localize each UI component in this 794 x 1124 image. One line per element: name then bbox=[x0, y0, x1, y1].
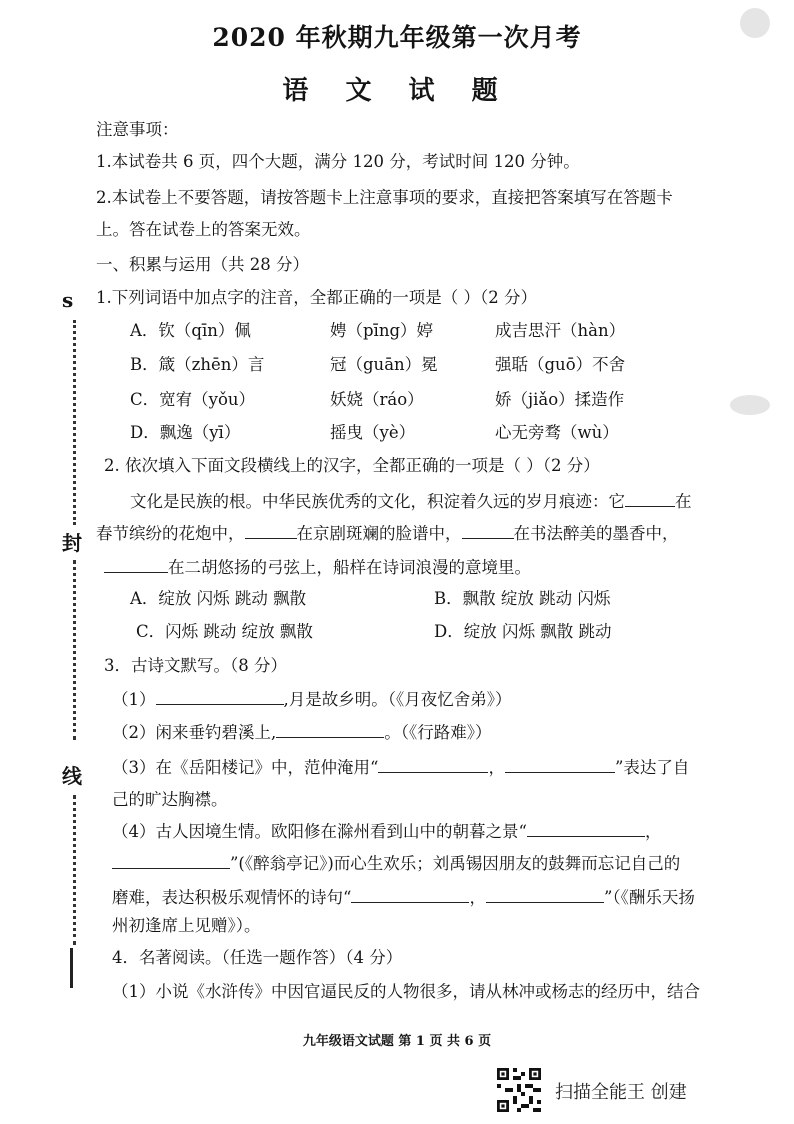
q3-text: 。（《行路难》） bbox=[384, 723, 492, 742]
q3-text: ,月是故乡明。（《月夜忆舍弟》） bbox=[283, 690, 512, 709]
q2-option-c: C．闪烁 跳动 绽放 飘散 bbox=[136, 622, 313, 641]
q3-text: ”表达了自 bbox=[614, 758, 690, 777]
answer-blank[interactable] bbox=[486, 884, 604, 903]
scanner-watermark: 扫描全能王 创建 bbox=[555, 1082, 687, 1103]
q3-text: ， bbox=[488, 758, 505, 777]
answer-blank[interactable] bbox=[276, 719, 384, 738]
q2-text: 在二胡悠扬的弓弦上，船样在诗词浪漫的意境里。 bbox=[168, 558, 531, 577]
q3-item-4-line-3 bbox=[112, 884, 695, 910]
q2-option-a: A．绽放 闪烁 跳动 飘散 bbox=[130, 589, 307, 608]
q2-text: 文化是民族的根。中华民族优秀的文化，积淀着久远的岁月痕迹：它 bbox=[130, 492, 625, 511]
q3-item-4-line-4: 州初逢席上见赠》）。 bbox=[112, 916, 261, 935]
q4-item-1: （1）小说《水浒传》中因官逼民反的人物很多，请从林冲或杨志的经历中，结合 bbox=[112, 982, 700, 1001]
q1-option-a2: 娉（pīng）婷 bbox=[330, 321, 434, 340]
q1-option-a1: A．钦（qīn）佩 bbox=[130, 321, 251, 340]
question-2-stem: 2. 依次填入下面文段横线上的汉字，全都正确的一项是（ ）（2 分） bbox=[104, 456, 600, 475]
q2-passage-line-1 bbox=[130, 488, 692, 514]
exam-subject: 语 文 试 题 bbox=[282, 76, 512, 106]
q3-text: ”（《酬乐天扬 bbox=[603, 888, 695, 907]
answer-blank[interactable] bbox=[505, 754, 615, 773]
scan-speck bbox=[730, 395, 770, 415]
q3-text: （1） bbox=[112, 690, 156, 709]
question-4-stem: 4．名著阅读。（任选一题作答）（4 分） bbox=[112, 948, 403, 967]
qr-code-icon bbox=[497, 1068, 541, 1112]
question-3-stem: 3．古诗文默写。（8 分） bbox=[104, 656, 287, 675]
q3-item-4-line-2 bbox=[112, 850, 680, 876]
exam-title: 2020 年秋期九年级第一次月考 bbox=[212, 23, 582, 52]
q1-option-c3: 娇（jiǎo）揉造作 bbox=[495, 390, 625, 409]
answer-blank[interactable] bbox=[378, 754, 488, 773]
q3-text: ， bbox=[644, 822, 662, 841]
q3-item-4 bbox=[112, 818, 661, 844]
question-1-stem: 1.下列词语中加点字的注音，全都正确的一项是（ ）（2 分） bbox=[96, 288, 537, 307]
notice-item-2-cont: 上。答在试卷上的答案无效。 bbox=[96, 220, 311, 239]
answer-blank[interactable] bbox=[245, 520, 297, 539]
q3-text: （2）闲来垂钓碧溪上, bbox=[112, 723, 277, 742]
q2-option-d: D．绽放 闪烁 飘散 跳动 bbox=[434, 622, 612, 641]
section-heading: 一、积累与运用（共 28 分） bbox=[96, 255, 309, 274]
answer-blank[interactable] bbox=[351, 884, 469, 903]
q3-item-3-cont: 己的旷达胸襟。 bbox=[112, 790, 228, 809]
binding-mark-2: 封 bbox=[62, 531, 82, 555]
binding-dotted-line bbox=[73, 795, 76, 945]
q2-passage-line-2 bbox=[96, 520, 679, 546]
q1-option-c2: 妖娆（ráo） bbox=[330, 390, 424, 409]
q1-option-b1: B．箴（zhēn）言 bbox=[130, 355, 265, 374]
notice-item-2: 2.本试卷上不要答题，请按答题卡上注意事项的要求，直接把答案填写在答题卡 bbox=[96, 188, 673, 207]
q1-option-a3: 成吉思汗（hàn） bbox=[495, 321, 626, 340]
q2-text: 在京剧斑斓的脸谱中， bbox=[296, 524, 462, 543]
answer-blank[interactable] bbox=[625, 488, 675, 507]
q1-option-d2: 摇曳（yè） bbox=[330, 423, 416, 442]
answer-blank[interactable] bbox=[112, 850, 230, 869]
notice-heading: 注意事项： bbox=[96, 120, 179, 139]
q1-option-b3: 强聒（guō）不舍 bbox=[495, 355, 626, 374]
binding-dotted-line bbox=[73, 560, 76, 740]
q2-passage-line-3 bbox=[104, 554, 531, 580]
answer-blank[interactable] bbox=[527, 818, 645, 837]
q2-text: 春节缤纷的花炮中， bbox=[96, 524, 245, 543]
q3-item-2 bbox=[112, 719, 492, 745]
q3-text: （4）古人因境生情。欧阳修在滁州看到山中的朝暮之景“ bbox=[112, 822, 527, 841]
q3-text: （3）在《岳阳楼记》中，范仲淹用“ bbox=[112, 758, 379, 777]
q1-option-c1: C．宽宥（yǒu） bbox=[130, 390, 256, 409]
q2-option-b: B．飘散 绽放 跳动 闪烁 bbox=[434, 589, 611, 608]
binding-mark-3: 线 bbox=[62, 764, 82, 788]
q3-text: ， bbox=[469, 888, 486, 907]
binding-dotted-line bbox=[73, 320, 76, 525]
q1-option-d3: 心无旁骛（wù） bbox=[495, 423, 619, 442]
q3-item-1 bbox=[112, 686, 512, 712]
q3-item-3 bbox=[112, 754, 689, 780]
q1-option-b2: 冠（guān）冕 bbox=[330, 355, 438, 374]
q2-text: 在书法醉美的墨香中， bbox=[513, 524, 679, 543]
notice-item-1: 1.本试卷共 6 页，四个大题，满分 120 分，考试时间 120 分钟。 bbox=[96, 152, 580, 171]
page-footer: 九年级语文试题 第 1 页 共 6 页 bbox=[302, 1034, 492, 1049]
answer-blank[interactable] bbox=[156, 686, 284, 705]
q3-text: 磨难，表达积极乐观情怀的诗句“ bbox=[112, 888, 352, 907]
q1-option-d1: D．飘逸（yī） bbox=[130, 423, 241, 442]
binding-mark-1: s bbox=[62, 288, 74, 312]
answer-blank[interactable] bbox=[104, 554, 168, 573]
q3-text: ”(《醉翁亭记》)而心生欢乐；刘禹锡因朋友的鼓舞而忘记自己的 bbox=[230, 854, 681, 873]
binding-bar bbox=[70, 948, 73, 988]
q2-text: 在 bbox=[675, 492, 692, 511]
answer-blank[interactable] bbox=[462, 520, 514, 539]
